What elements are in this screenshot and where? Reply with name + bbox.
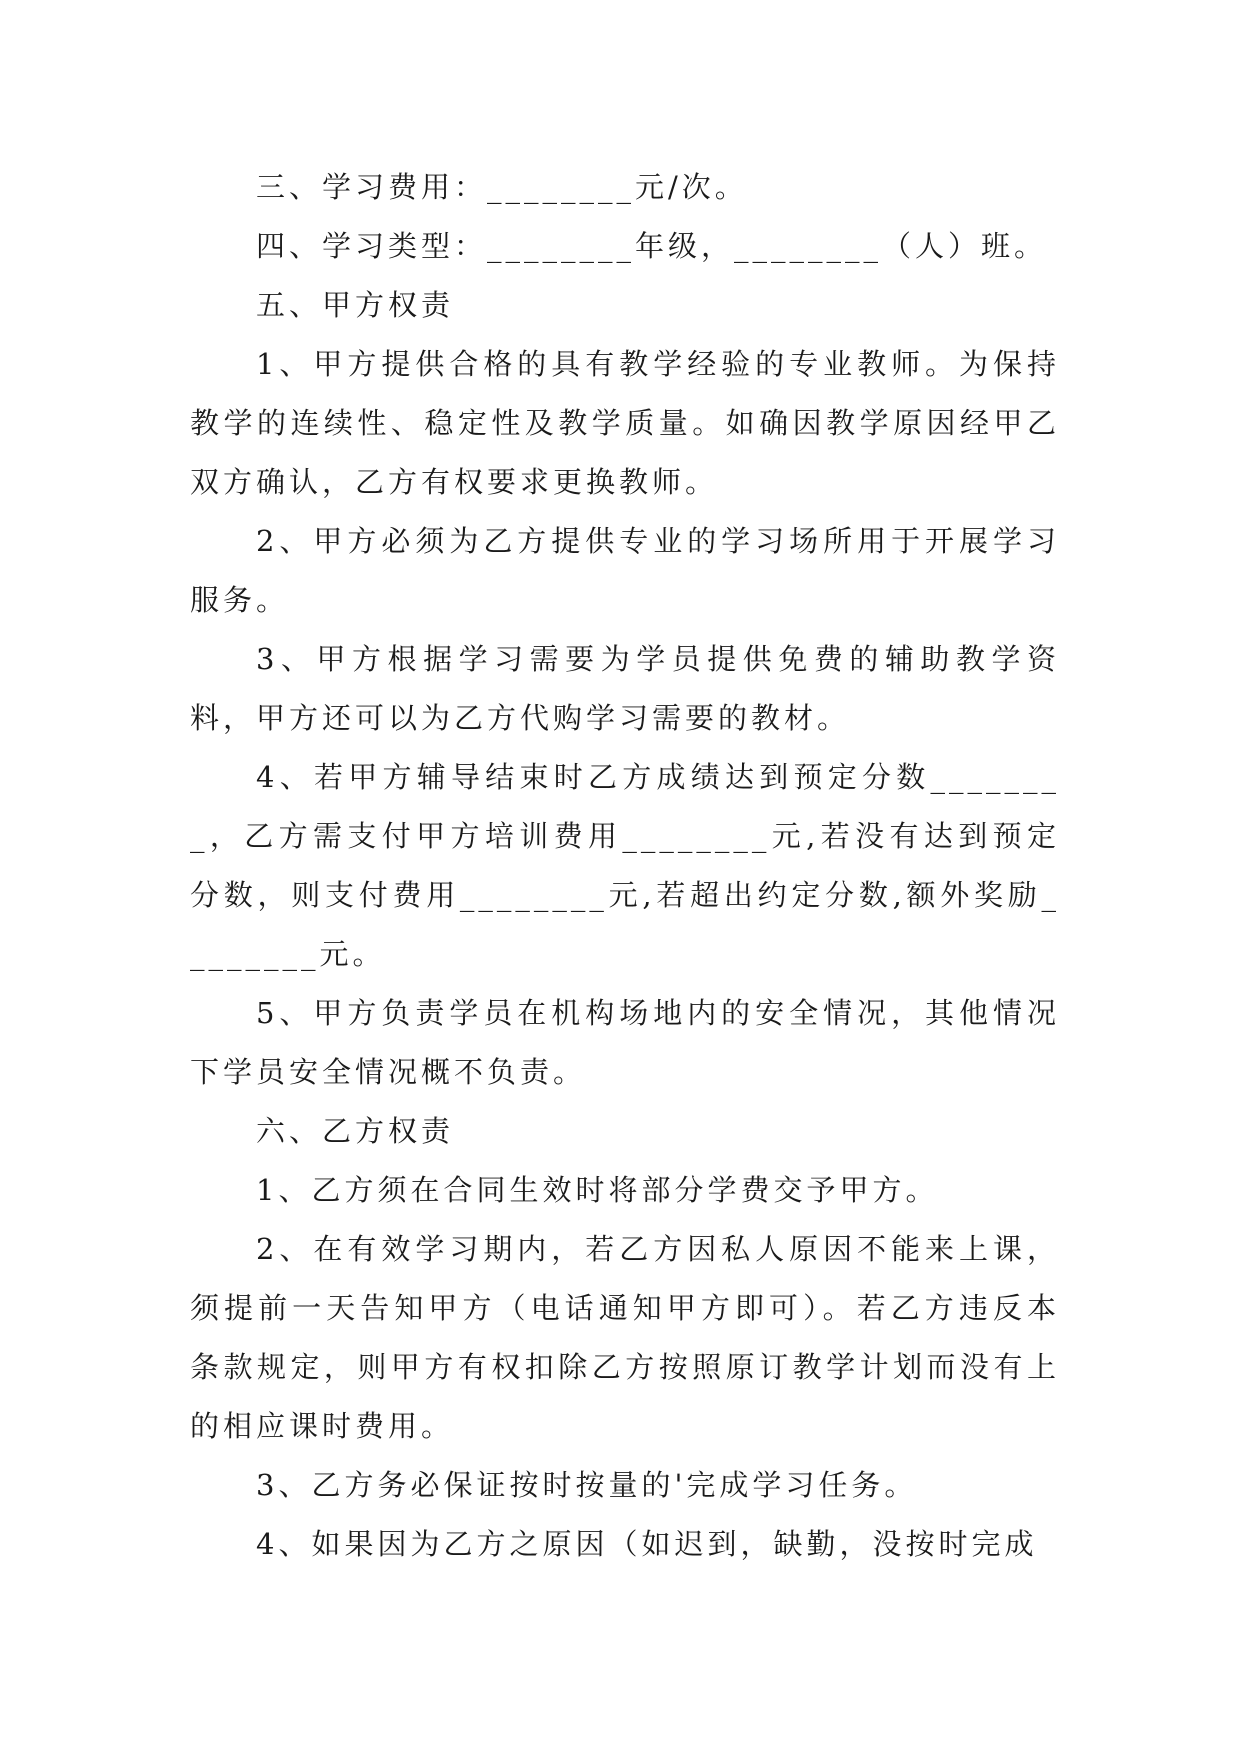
paragraph-b4: 4、如果因为乙方之原因（如迟到，缺勤，没按时完成: [256, 1527, 1038, 1561]
paragraph-type: 四、学习类型：________年级，________（人）班。: [256, 229, 1048, 263]
paragraph-a1: 1、甲方提供合格的具有教学经验的专业教师。为保持教学的连续性、稳定性及教学质量。如确因教学原因经甲乙双方确认，乙方有权要求更换教师。: [190, 347, 1060, 499]
paragraph-b3: 3、乙方务必保证按时按量的'完成学习任务。: [256, 1468, 918, 1502]
paragraph-b1: 1、乙方须在合同生效时将部分学费交予甲方。: [256, 1173, 939, 1207]
document-body: [190, 158, 1060, 1574]
paragraph-a5: 5、甲方负责学员在机构场地内的安全情况，其他情况下学员安全情况概不负责。: [190, 996, 1060, 1089]
paragraph-b2: 2、在有效学习期内，若乙方因私人原因不能来上课，须提前一天告知甲方（电话通知甲方即可）。若乙方违反本条款规定，则甲方有权扣除乙方按照原订教学计划而没有上的相应课时费用。: [190, 1232, 1060, 1443]
paragraph-a3: 3、甲方根据学习需要为学员提供免费的辅助教学资料，甲方还可以为乙方代购学习需要的教材。: [190, 642, 1060, 735]
paragraph-a4: 4、若甲方辅导结束时乙方成绩达到预定分数________，乙方需支付甲方培训费用________元,若没有达到预定分数，则支付费用________元,若超出约定分数,额外奖励________元。: [190, 760, 1060, 971]
paragraph-fee: 三、学习费用：________元/次。: [256, 170, 748, 204]
section-heading-party-a: 五、甲方权责: [256, 288, 455, 322]
paragraph-a2: 2、甲方必须为乙方提供专业的学习场所用于开展学习服务。: [190, 524, 1060, 617]
section-heading-party-b: 六、乙方权责: [256, 1114, 455, 1148]
